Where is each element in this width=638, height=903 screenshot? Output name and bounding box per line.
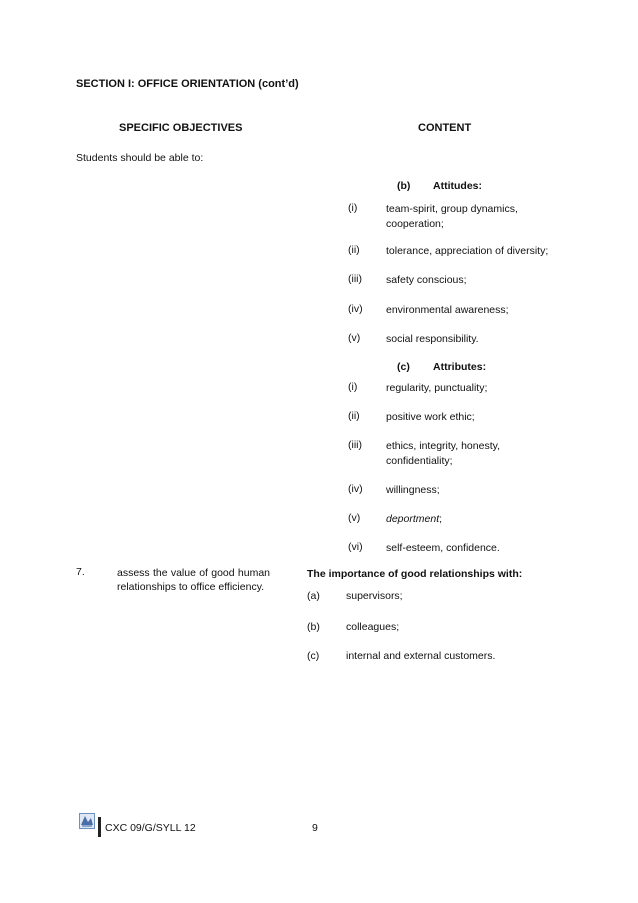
footer-divider	[98, 817, 101, 837]
attitude-text: environmental awareness;	[386, 304, 509, 316]
attributes-label: (c)	[397, 361, 410, 373]
attitude-num: (iii)	[348, 273, 362, 285]
section-title: SECTION I: OFFICE ORIENTATION (cont’d)	[76, 78, 299, 90]
attribute-num: (iii)	[348, 439, 362, 451]
importance-label: (c)	[307, 650, 320, 662]
cxc-logo-icon	[79, 813, 95, 829]
attribute-num: (iv)	[348, 483, 363, 495]
attitude-text: social responsibility.	[386, 333, 479, 345]
content-header: CONTENT	[418, 122, 472, 134]
attribute-text: self-esteem, confidence.	[386, 542, 500, 554]
attribute-text-suffix: ;	[439, 513, 443, 525]
attribute-text: ethics, integrity, honesty, confidentiality;	[386, 440, 500, 467]
attitude-num: (v)	[348, 332, 361, 344]
importance-label: (a)	[307, 590, 320, 602]
specific-objectives-header: SPECIFIC OBJECTIVES	[119, 122, 243, 134]
objective-number: 7.	[76, 566, 85, 578]
attitude-text: tolerance, appreciation of diversity;	[386, 245, 549, 257]
attribute-num: (v)	[348, 512, 361, 524]
attribute-num: (i)	[348, 381, 358, 393]
importance-text: colleagues;	[346, 621, 400, 633]
objective-text: assess the value of good human relationships to office efficiency.	[117, 567, 270, 593]
attribute-text: regularity, punctuality;	[386, 382, 488, 394]
attitude-num: (iv)	[348, 303, 363, 315]
syllabus-code: CXC 09/G/SYLL 12	[105, 822, 196, 834]
attribute-num: (vi)	[348, 541, 363, 553]
attribute-num: (ii)	[348, 410, 360, 422]
attribute-text: positive work ethic;	[386, 411, 475, 423]
attitudes-label: (b)	[397, 180, 411, 192]
importance-text: supervisors;	[346, 590, 403, 602]
attribute-text-italic: deportment	[386, 513, 440, 525]
intro-text: Students should be able to:	[76, 152, 204, 164]
importance-label: (b)	[307, 621, 320, 633]
attribute-text	[386, 512, 556, 527]
attitude-num: (i)	[348, 202, 358, 214]
attribute-text: willingness;	[386, 484, 440, 496]
attitude-num: (ii)	[348, 244, 360, 256]
attitude-text: team-spirit, group dynamics, cooperation;	[386, 203, 518, 230]
importance-title: The importance of good relationships with:	[307, 568, 523, 580]
attributes-title: Attributes:	[433, 361, 487, 373]
page-number: 9	[312, 822, 318, 834]
importance-text: internal and external customers.	[346, 650, 496, 662]
attitudes-title: Attitudes:	[433, 180, 482, 192]
attitude-text: safety conscious;	[386, 274, 467, 286]
